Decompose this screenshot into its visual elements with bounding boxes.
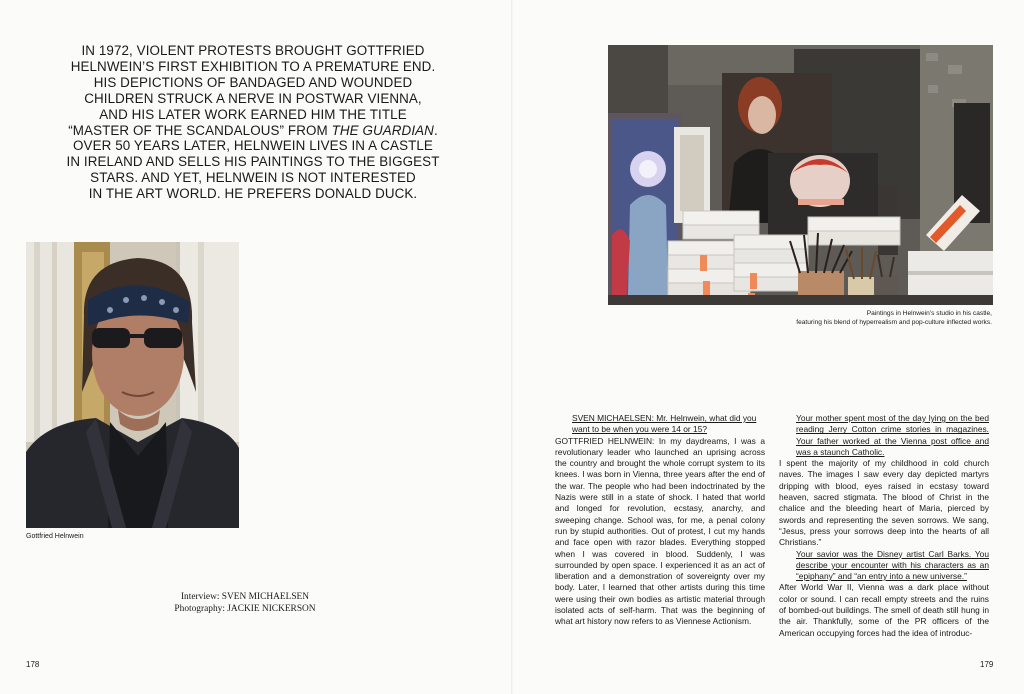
credits [160, 591, 330, 615]
studio-caption-line: Paintings in Helnwein’s studio in his castle, [866, 310, 992, 317]
answer: I spent the majority of my childhood in cold church naves. The images I saw every day depicted martyrs dripping with blood, eyes raised in ecstasy toward heaven, sacred stigmata. The blood of Christ in the chalice and the bleeding heart of Maria, pierced by swords and representing the seven sorrows. We sang, “Jesus, press your sorrows deep into the hearts of all Christians.” [779, 458, 989, 548]
intro-line-end: . [433, 122, 438, 138]
intro-line [48, 123, 458, 139]
studio-caption-line: featuring his blend of hyperrealism and pop-culture inflected works. [796, 318, 992, 326]
page-number-left: 178 [26, 660, 40, 669]
intro-line: HELNWEIN’S FIRST EXHIBITION TO A PREMATURE END. [70, 58, 436, 74]
page-gutter [511, 0, 513, 694]
page-number-right: 179 [980, 660, 994, 669]
studio-photo [608, 45, 993, 305]
question-text: want to be when you were 14 or 15? [572, 424, 708, 435]
question-text: Your mother spent most of the day lying on the bed reading Jerry Cotton crime stories in magazines. Your father worked at the Vienna post office and was a staunch Catholic. [796, 413, 989, 457]
question [555, 413, 765, 436]
interview-credit: Interview: SVEN MICHAELSEN [180, 592, 310, 602]
answer: GOTTFRIED HELNWEIN: In my daydreams, I was a revolutionary leader who launched an uprising across the country and brought the whole corrupt system to its knees. I was born in Vienna, three years after the end of the war. The people who had been indoctrinated by the Nazis were still in a state of shock. I hated that world and longed for revolution, ecstasy, anarchy, and sweeping change. School was, for me, a penal colony run by stupid authorities. Out of protest, I cut my hands and face open with razor blades. Everything stopped when I was covered in blood. Suddenly, I was surrounded by open space. I experienced it as an act of liberation and a demonstration of sovereignty over my body. Later, I learned that other artists during this time were using their own bodies as artistic material through isolated acts of self-harm. That was the beginning of what art history now refers to as Viennese Actionism. [555, 435, 765, 627]
intro-line: OVER 50 YEARS LATER, HELNWEIN LIVES IN A CASTLE [73, 138, 433, 154]
intro-line-text: “MASTER OF THE SCANDALOUS” FROM [68, 122, 332, 138]
question [779, 413, 989, 458]
photography-credit: Photography: JACKIE NICKERSON [174, 604, 316, 614]
interview-column-2 [779, 413, 989, 639]
intro-standfirst [48, 43, 458, 202]
studio-caption [652, 310, 992, 327]
interview-column-1 [555, 413, 765, 628]
intro-line: CHILDREN STRUCK A NERVE IN POSTWAR VIENNA, [84, 90, 422, 106]
intro-line: IN 1972, VIOLENT PROTESTS BROUGHT GOTTFRIED [81, 43, 425, 58]
answer: After World War II, Vienna was a dark place without color or sound. I can recall empty streets and the ruins of bombed-out buildings. The smell of death still hung in the air. Thankfully, some of the PR officers of the American occupying forces had the idea of introduc- [779, 582, 989, 638]
intro-line: STARS. AND YET, HELNWEIN IS NOT INTERESTED [90, 170, 416, 186]
question-text: SVEN MICHAELSEN: Mr. Helnwein, what did you [572, 413, 757, 423]
question-text: Your savior was the Disney artist Carl Barks. You describe your encounter with his characters as an “epiphany” and “an entry into a new universe.” [796, 548, 989, 582]
intro-line: HIS DEPICTIONS OF BANDAGED AND WOUNDED [93, 74, 413, 90]
portrait-photo [26, 242, 239, 528]
intro-line: IN THE ART WORLD. HE PREFERS DONALD DUCK. [88, 186, 418, 202]
question [779, 549, 989, 583]
portrait-caption: Gottfried Helnwein [26, 533, 84, 540]
intro-line: AND HIS LATER WORK EARNED HIM THE TITLE [99, 106, 407, 122]
publication-name: THE GUARDIAN [331, 122, 434, 138]
intro-line: IN IRELAND AND SELLS HIS PAINTINGS TO THE BIGGEST [66, 154, 440, 170]
